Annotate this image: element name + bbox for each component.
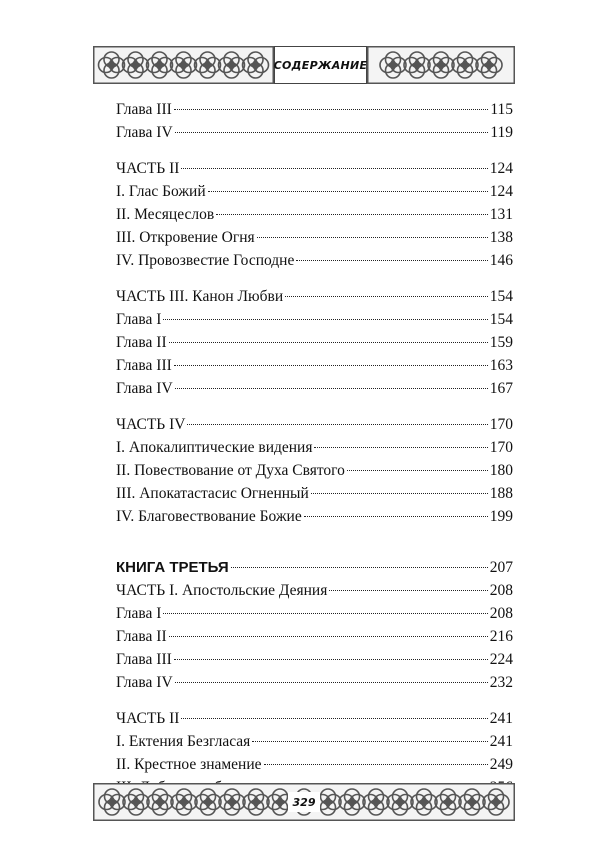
toc-entry-book: КНИГА ТРЕТЬЯ 207: [116, 559, 513, 576]
footer-ornament-band: [93, 783, 515, 821]
toc-entry-part: ЧАСТЬ III. Канон Любви 154: [116, 288, 513, 305]
toc-entry: I. Глас Божий 124: [116, 183, 513, 200]
toc-entry-part: ЧАСТЬ IV 170: [116, 416, 513, 433]
table-of-contents: [116, 98, 513, 822]
toc-entry: Глава II 159: [116, 334, 513, 351]
ornament-right-icon: [367, 46, 515, 84]
page-number-box: [288, 792, 320, 812]
toc-entry: II. Крестное знамение 249: [116, 756, 513, 773]
toc-entry: Глава IV 119: [116, 124, 513, 141]
toc-entry: Глава IV 167: [116, 380, 513, 397]
running-header: СОДЕРЖАНИЕ: [273, 58, 368, 72]
ornament-left-icon: [93, 46, 274, 84]
toc-entry: I. Ектения Безгласая 241: [116, 733, 513, 750]
toc-entry-part: ЧАСТЬ I. Апостольские Деяния 208: [116, 582, 513, 599]
toc-entry: I. Апокалиптические видения 170: [116, 439, 513, 456]
toc-entry-part: ЧАСТЬ II 124: [116, 160, 513, 177]
header-title-box: [274, 46, 367, 84]
toc-entry: Глава II 216: [116, 628, 513, 645]
toc-entry: Глава I 154: [116, 311, 513, 328]
toc-entry: Глава III 224: [116, 651, 513, 668]
toc-entry: Глава III 163: [116, 357, 513, 374]
toc-entry: II. Повествование от Духа Святого 180: [116, 462, 513, 479]
toc-entry: Глава I 208: [116, 605, 513, 622]
toc-entry: Глава III 115: [116, 101, 513, 118]
toc-entry: Глава IV 232: [116, 674, 513, 691]
toc-entry: IV. Провозвестие Господне 146: [116, 252, 513, 269]
toc-entry: III. Откровение Огня 138: [116, 229, 513, 246]
toc-entry-part: ЧАСТЬ II 241: [116, 710, 513, 727]
toc-entry: III. Апокатастасис Огненный 188: [116, 485, 513, 502]
toc-entry: IV. Благовествование Божие 199: [116, 508, 513, 525]
toc-entry: II. Месяцеслов 131: [116, 206, 513, 223]
header-ornament-band: [93, 46, 515, 84]
page-number: 329: [292, 795, 316, 809]
